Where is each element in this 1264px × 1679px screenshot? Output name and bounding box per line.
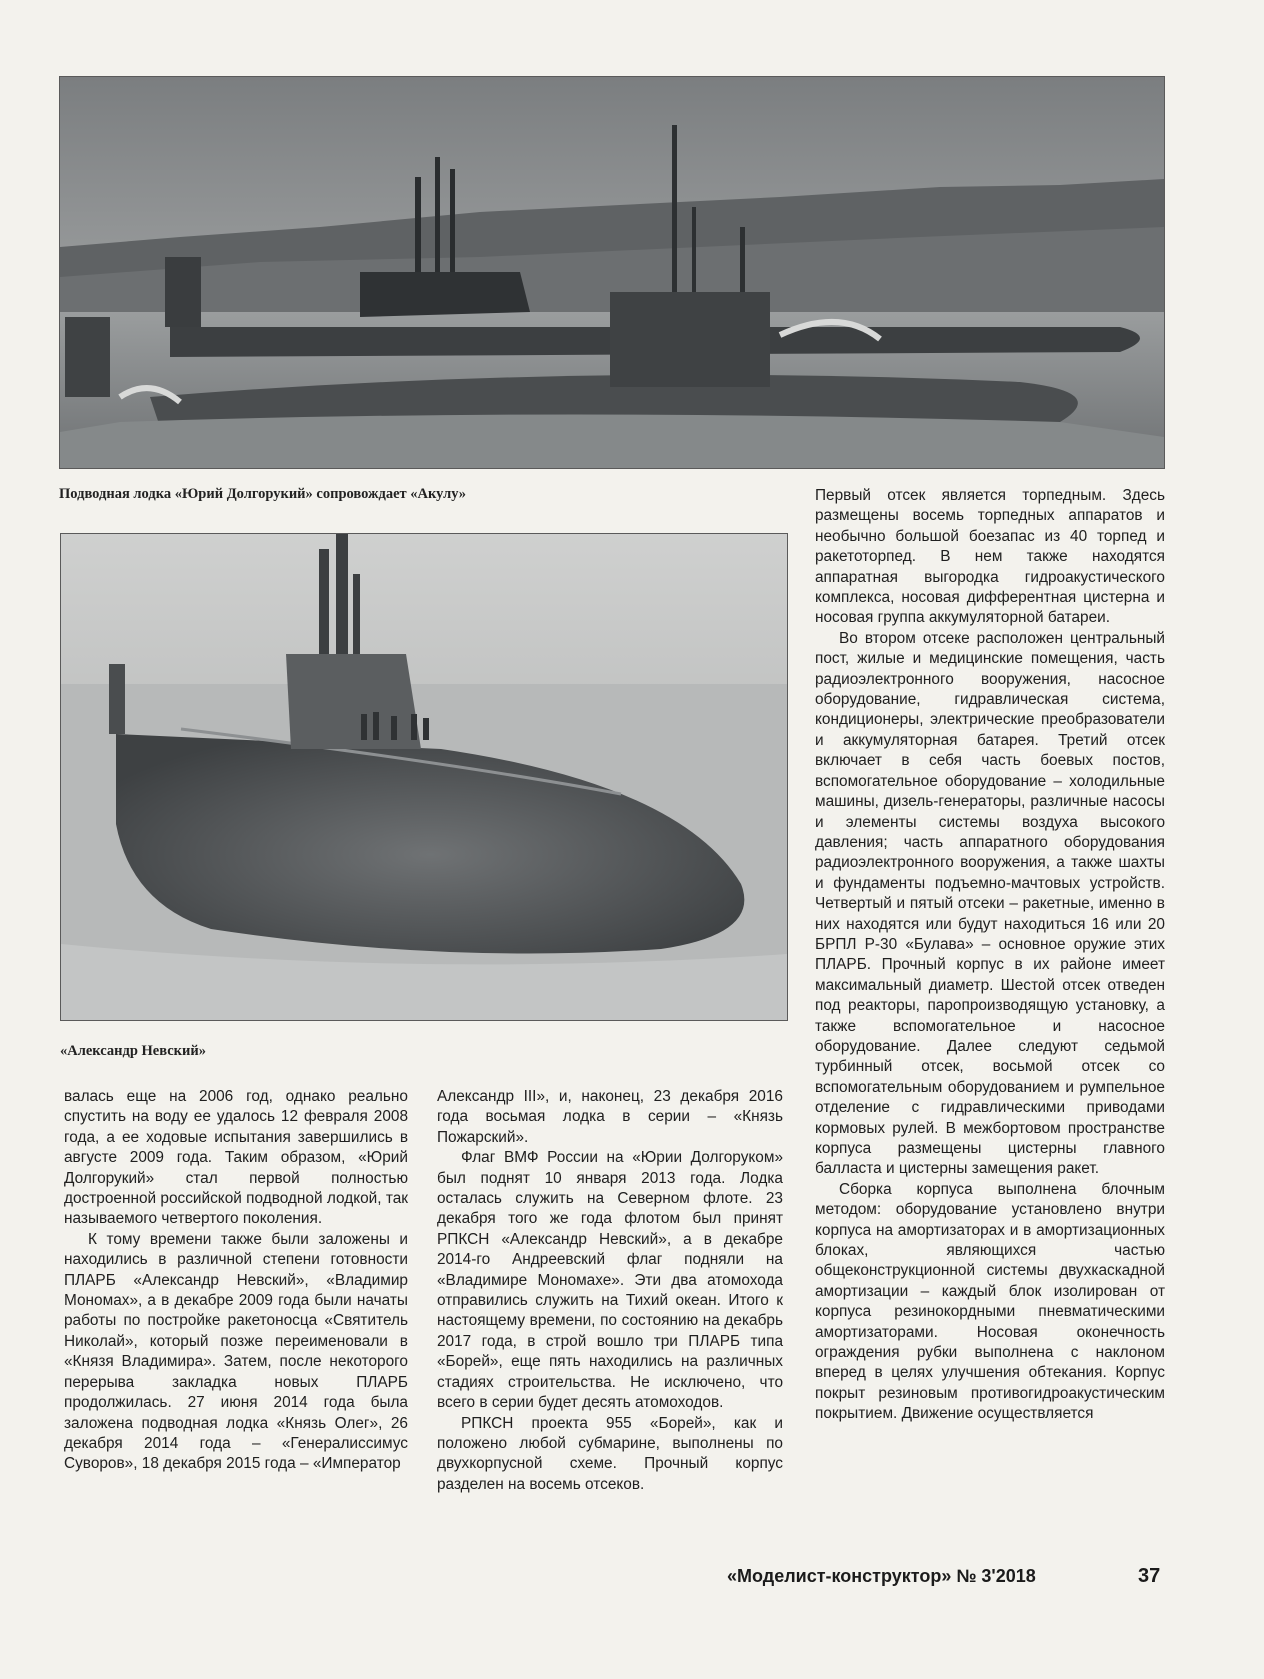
photo2-image (61, 534, 787, 1020)
paragraph: Александр III», и, наконец, 23 декабря 2016 года восьмая лодка в серии – «Князь Пожарский». (437, 1088, 783, 1146)
paragraph: валась еще на 2006 год, однако реально спустить на воду ее удалось 12 февраля 2008 года, а ее ходовые испытания завершились в августе 2009 года. Таким образом, «Юрий Долгорукий» стал первой полностью достроенной российской подводной лодкой, так называемого четвертого поколения. (64, 1088, 408, 1228)
photo-submarines-dolgoruky-akula (59, 76, 1165, 469)
text-column-1 (64, 1087, 408, 1475)
paragraph: Флаг ВМФ России на «Юрии Долгоруком» был поднят 10 января 2013 года. Лодка осталась служить на Северном флоте. 23 декабря того же года флотом был принят РПКСН «Александр Невский», а в декабре 2014-го Андреевский флаг подняли на «Владимире Мономахе». Эти два атомохода отправились служить на Тихий океан. Итого к настоящему времени, по состоянию на декабрь 2017 года, в строй вошло три ПЛАРБ типа «Борей», еще пять находились на различных стадиях строительства. Не исключено, что всего в серии будет десять атомоходов. (437, 1149, 783, 1412)
paragraph: РПКСН проекта 955 «Борей», как и положено любой субмарине, выполнены по двухкорпусной схеме. Прочный корпус разделен на восемь отсеков. (437, 1414, 783, 1493)
paragraph: Сборка корпуса выполнена блочным методом: оборудование установлено внутри корпуса на амортизаторах и в амортизационных блоках, являющихся частью общеконструкционной системы двухкаскадной амортизации – каждый блок изолирован от корпуса резинокордными пневматическими амортизаторами. Носовая оконечность ограждения рубки выполнена с наклоном вперед в целях улучшения обтекания. Корпус покрыт резиновым противогидроакустическим покрытием. Движение осуществляется (815, 1180, 1165, 1423)
text-column-2 (437, 1087, 783, 1495)
text-column-3 (815, 486, 1165, 1425)
paragraph: Во втором отсеке расположен центральный пост, жилые и медицинские помещения, часть радиоэлектронного вооружения, насосное оборудование, гидравлическая система, кондиционеры, электрические преобразователи и аккумуляторная батарея. Третий отсек включает в себя часть боевых постов, вспомогательное оборудование – холодильные машины, дизель-генераторы, различные насосы и элементы системы воздуха высокого давления; часть аппаратного оборудования радиоэлектронного вооружения, а также шахты и фундаменты подъемно-мачтовых устройств. Четвертый и пятый отсеки – ракетные, именно в них находятся или будут находиться 16 или 20 БРПЛ Р-30 «Булава» – основное оружие этих ПЛАРБ. Прочный корпус в их районе имеет максимальный диаметр. Шестой отсек отведен под реакторы, паропроизводящую установку, а также вспомогательное и насосное оборудование. Далее следуют седьмой турбинный отсек, восьмой отсек со вспомогательным оборудованием и румпельное отделение с гидравлическими приводами кормовых рулей. В межбортовом пространстве корпуса размещены цистерны главного балласта и цистерны замещения ракет. (815, 629, 1165, 1178)
footer-magazine-title: «Моделист-конструктор» № 3'2018 (727, 1566, 1036, 1586)
photo-submarine-alexander-nevsky (60, 533, 788, 1021)
paragraph: К тому времени также были заложены и находились в различной степени готовности ПЛАРБ «Александр Невский», «Владимир Мономах», а в декабре 2009 года были начаты работы по постройке ракетоносца «Святитель Николай», который позже переименовали в «Князя Владимира». Затем, после некоторого перерыва закладка новых ПЛАРБ продолжилась. 27 июня 2014 года была заложена подводная лодка «Князь Олег», 26 декабря 2014 года – «Генералиссимус Суворов», 18 декабря 2015 года – «Император (64, 1230, 408, 1473)
photo1-image (60, 77, 1164, 468)
page-number: 37 (1138, 1565, 1161, 1587)
photo2-caption: «Александр Невский» (60, 1043, 206, 1059)
paragraph: Первый отсек является торпедным. Здесь размещены восемь торпедных аппаратов и необычно большой боезапас из 40 торпед и ракетоторпед. В нем также находятся аппаратная выгородка гидроакустического комплекса, носовая дифферентная цистерна и носовая группа аккумуляторной батареи. (815, 487, 1165, 627)
photo1-caption: Подводная лодка «Юрий Долгорукий» сопровождает «Акулу» (59, 486, 467, 502)
